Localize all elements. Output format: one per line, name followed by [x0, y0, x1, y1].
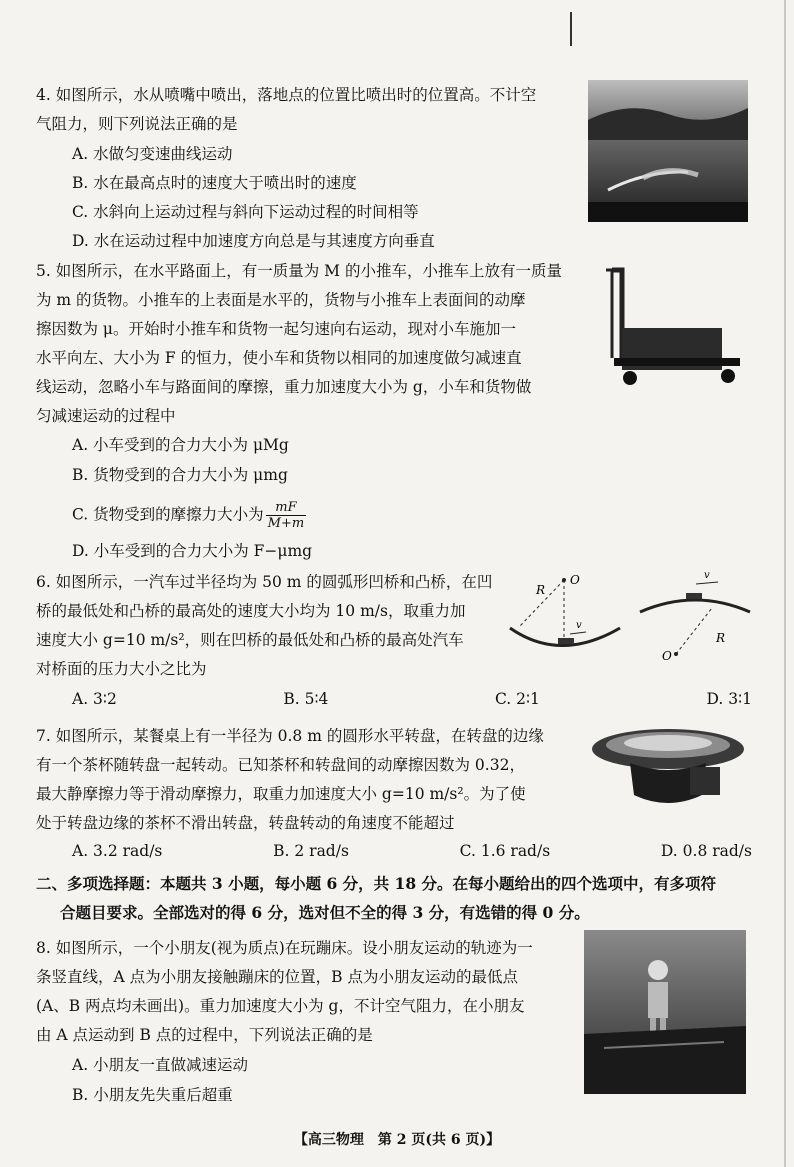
q8-stem-line4: 由 A 点运动到 B 点的过程中，下列说法正确的是 — [36, 1026, 373, 1044]
q5-option-b: B. 货物受到的合力大小为 μmg — [72, 466, 288, 484]
q4-water-jet-photo — [588, 80, 748, 222]
page-footer: 【高三物理 第 2 页(共 6 页)】 — [293, 1132, 501, 1148]
q7-options — [72, 842, 752, 860]
q8-trampoline-photo — [584, 930, 746, 1094]
q5-option-a: A. 小车受到的合力大小为 μMg — [72, 436, 289, 454]
q7-option-c: C. 1.6 rad/s — [459, 842, 551, 860]
q6-stem-line2: 桥的最低处和凸桥的最高处的速度大小均为 10 m/s，取重力加 — [36, 602, 466, 620]
q5-option-c-denominator: M+m — [267, 516, 305, 531]
q5-cart-photo — [600, 262, 746, 390]
q6-option-a: A. 3∶2 — [72, 690, 117, 708]
q8-option-b: B. 小朋友先失重后超重 — [72, 1086, 233, 1104]
q6-fig-o2: O — [662, 649, 672, 663]
q6-stem-line3: 速度大小 g=10 m/s²，则在凹桥的最低处和凸桥的最高处汽车 — [36, 631, 464, 649]
q7-stem-line3: 最大静摩擦力等于滑动摩擦力，取重力加速度大小 g=10 m/s²。为了使 — [36, 785, 526, 803]
q6-fig-r1: R — [536, 583, 546, 597]
q7-stem-line2: 有一个茶杯随转盘一起转动。已知茶杯和转盘间的动摩擦因数为 0.32， — [36, 756, 525, 774]
margin-mark — [570, 12, 572, 46]
q4-option-d: D. 水在运动过程中加速度方向总是与其速度方向垂直 — [72, 232, 435, 250]
q4-stem-line1: 4. 如图所示，水从喷嘴中喷出，落地点的位置比喷出时的位置高。不计空 — [36, 86, 537, 104]
q4-option-c: C. 水斜向上运动过程与斜向下运动过程的时间相等 — [72, 203, 419, 221]
q6-bridge-diagram — [500, 568, 762, 668]
q4-stem-line2: 气阻力，则下列说法正确的是 — [36, 115, 238, 133]
q8-option-a: A. 小朋友一直做减速运动 — [72, 1056, 249, 1074]
q7-stem-line4: 处于转盘边缘的茶杯不滑出转盘，转盘转动的角速度不能超过 — [36, 814, 455, 832]
q5-option-c-fraction — [266, 500, 307, 531]
q6-stem-line1: 6. 如图所示，一汽车过半径均为 50 m 的圆弧形凹桥和凸桥，在凹 — [36, 573, 493, 591]
q6-options — [72, 690, 752, 708]
q5-option-d: D. 小车受到的合力大小为 F−μmg — [72, 542, 313, 560]
q5-option-c-text: C. 货物受到的摩擦力大小为 — [72, 505, 264, 524]
q5-stem-line6: 匀减速运动的过程中 — [36, 407, 176, 425]
q7-stem-line1: 7. 如图所示，某餐桌上有一半径为 0.8 m 的圆形水平转盘，在转盘的边缘 — [36, 727, 544, 745]
q6-stem-line4: 对桥面的压力大小之比为 — [36, 660, 207, 678]
q6-fig-r2: R — [716, 631, 726, 645]
q6-fig-o1: O — [570, 573, 580, 587]
q7-option-b: B. 2 rad/s — [273, 842, 349, 860]
q5-option-c — [72, 500, 306, 531]
section-2-heading-line2: 合题目要求。全部选对的得 6 分，选对但不全的得 3 分，有选错的得 0 分。 — [60, 903, 590, 922]
q8-stem-line1: 8. 如图所示，一个小朋友(视为质点)在玩蹦床。设小朋友运动的轨迹为一 — [36, 939, 533, 957]
q4-option-b: B. 水在最高点时的速度大于喷出时的速度 — [72, 174, 357, 192]
q5-stem-line4: 水平向左、大小为 F 的恒力，使小车和货物以相同的加速度做匀减速直 — [36, 349, 522, 367]
page-edge — [784, 0, 786, 1167]
q5-stem-line1: 5. 如图所示，在水平路面上，有一质量为 M 的小推车，小推车上放有一质量 — [36, 262, 562, 280]
section-2-heading-line1: 二、多项选择题：本题共 3 小题，每小题 6 分，共 18 分。在每小题给出的四个选项中，有多项符 — [36, 874, 717, 893]
q6-option-d: D. 3∶1 — [706, 690, 752, 708]
q6-option-c: C. 2∶1 — [494, 690, 540, 708]
q8-stem-line2: 条竖直线，A 点为小朋友接触蹦床的位置，B 点为小朋友运动的最低点 — [36, 968, 518, 986]
q7-option-a: A. 3.2 rad/s — [72, 842, 163, 860]
q6-fig-v1: v — [576, 620, 582, 631]
q5-stem-line2: 为 m 的货物。小推车的上表面是水平的，货物与小推车上表面间的动摩 — [36, 291, 526, 309]
q5-option-c-numerator: mF — [266, 500, 307, 516]
q5-stem-line5: 线运动，忽略小车与路面间的摩擦，重力加速度大小为 g，小车和货物做 — [36, 378, 532, 396]
q8-stem-line3: (A、B 两点均未画出)。重力加速度大小为 g，不计空气阻力，在小朋友 — [36, 997, 525, 1015]
q5-stem-line3: 擦因数为 μ。开始时小推车和货物一起匀速向右运动，现对小车施加一 — [36, 320, 517, 338]
q6-fig-v2: v — [704, 570, 710, 581]
q7-turntable-photo — [590, 715, 746, 815]
q7-option-d: D. 0.8 rad/s — [660, 842, 752, 860]
q6-option-b: B. 5∶4 — [283, 690, 329, 708]
q4-option-a: A. 水做匀变速曲线运动 — [72, 145, 233, 163]
